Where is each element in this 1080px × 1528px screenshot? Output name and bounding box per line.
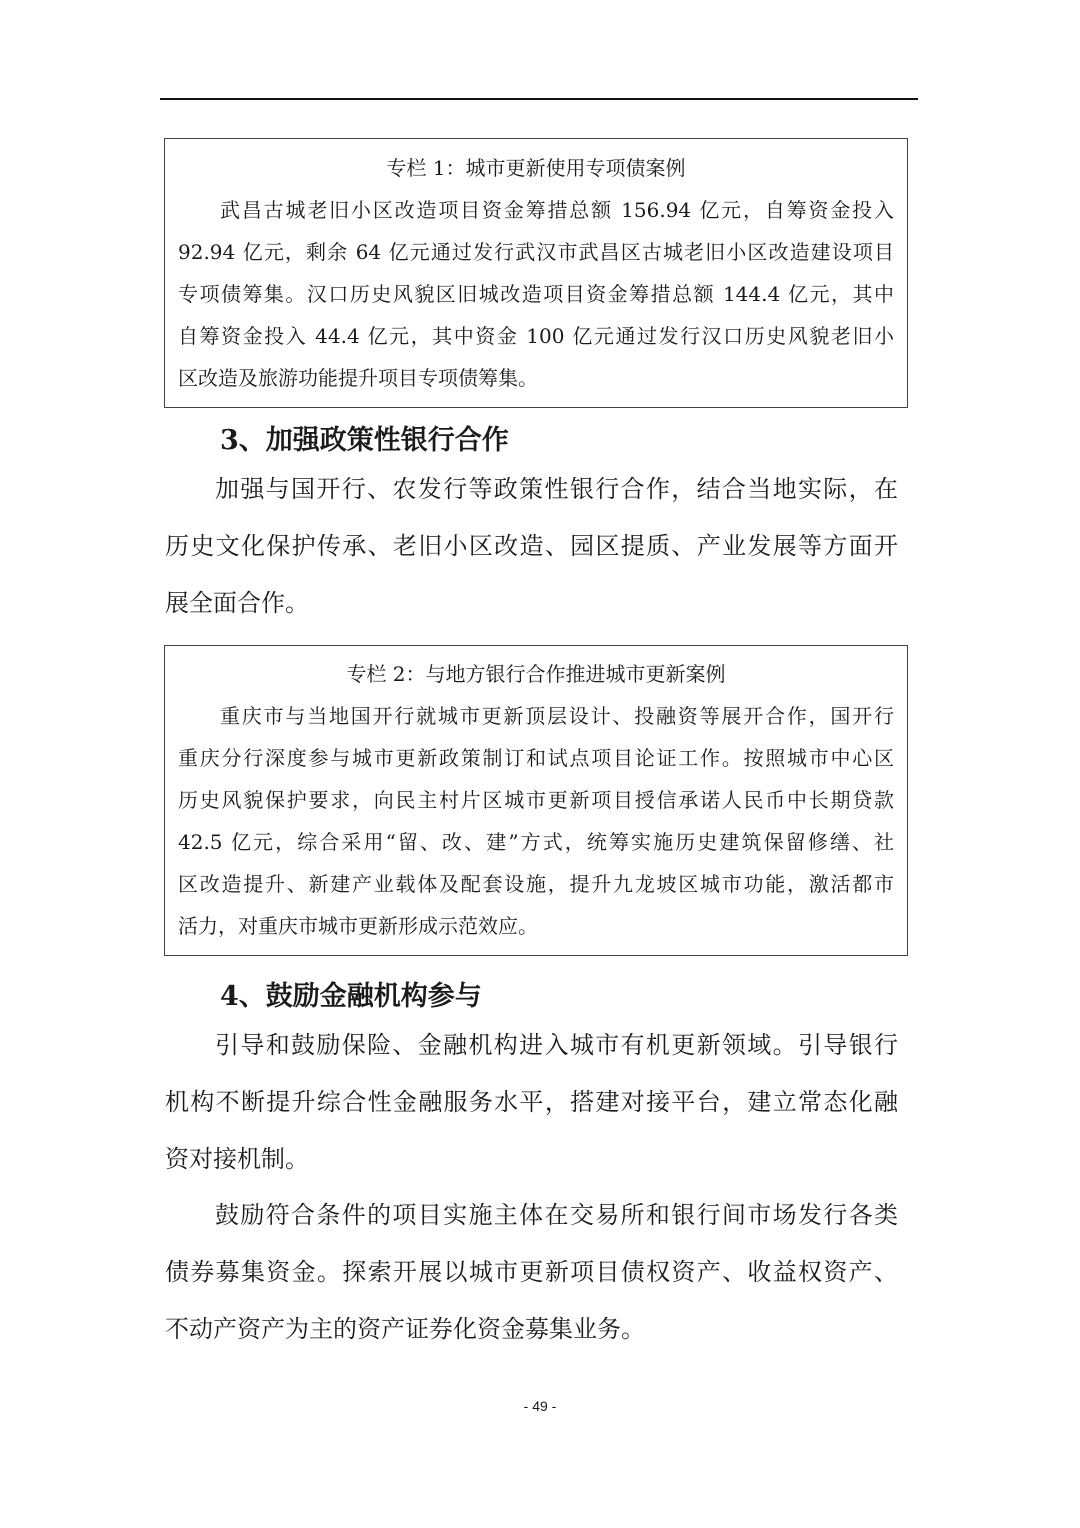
- text-line: 机构不断提升综合性金融服务水平，搭建对接平台，建立常态化融: [165, 1088, 898, 1116]
- text-line: 武昌古城老旧小区改造项目资金筹措总额 156.94 亿元，自筹资金投入: [220, 198, 894, 222]
- header-rule: [160, 98, 918, 100]
- text-line: 活力，对重庆市城市更新形成示范效应。: [178, 914, 538, 938]
- case-box-1: [164, 138, 908, 408]
- text-line: 不动产资产为主的资产证券化资金募集业务。: [165, 1315, 645, 1343]
- section-heading: 3、加强政策性银行合作: [220, 425, 509, 456]
- text-line: 历史风貌保护要求，向民主村片区城市更新项目授信承诺人民币中长期贷款: [178, 788, 894, 812]
- text-line: 自筹资金投入 44.4 亿元，其中资金 100 亿元通过发行汉口历史风貌老旧小: [178, 324, 894, 348]
- text-line: 历史文化保护传承、老旧小区改造、园区提质、产业发展等方面开: [165, 532, 898, 560]
- case-box-title: 专栏 1：城市更新使用专项债案例: [386, 156, 686, 180]
- text-line: 42.5 亿元，综合采用“留、改、建”方式，统筹实施历史建筑保留修缮、社: [178, 830, 894, 854]
- page-number: - 49 -: [523, 1398, 557, 1414]
- text-line: 债券募集资金。探索开展以城市更新项目债权资产、收益权资产、: [165, 1258, 898, 1286]
- text-line: 专项债筹集。汉口历史风貌区旧城改造项目资金筹措总额 144.4 亿元，其中: [178, 282, 894, 306]
- body-paragraph: [165, 1017, 898, 1188]
- text-line: 92.94 亿元，剩余 64 亿元通过发行武汉市武昌区古城老旧小区改造建设项目: [178, 240, 894, 264]
- case-box-title: 专栏 2：与地方银行合作推进城市更新案例: [346, 662, 726, 686]
- text-line: 重庆市与当地国开行就城市更新顶层设计、投融资等展开合作，国开行: [220, 704, 894, 728]
- text-line: 区改造提升、新建产业载体及配套设施，提升九龙坡区城市功能，激活都市: [178, 872, 894, 896]
- body-paragraph: [165, 461, 898, 632]
- section-heading: 4、鼓励金融机构参与: [220, 981, 482, 1012]
- case-box-2: [164, 645, 908, 956]
- text-line: 资对接机制。: [165, 1145, 309, 1173]
- text-line: 展全面合作。: [165, 589, 309, 617]
- text-line: 重庆分行深度参与城市更新政策制订和试点项目论证工作。按照城市中心区: [178, 746, 894, 770]
- text-line: 引导和鼓励保险、金融机构进入城市有机更新领域。引导银行: [215, 1031, 898, 1059]
- body-paragraph: [165, 1187, 898, 1358]
- text-line: 加强与国开行、农发行等政策性银行合作，结合当地实际，在: [215, 475, 898, 503]
- text-line: 鼓励符合条件的项目实施主体在交易所和银行间市场发行各类: [215, 1201, 898, 1229]
- text-line: 区改造及旅游功能提升项目专项债筹集。: [178, 366, 538, 390]
